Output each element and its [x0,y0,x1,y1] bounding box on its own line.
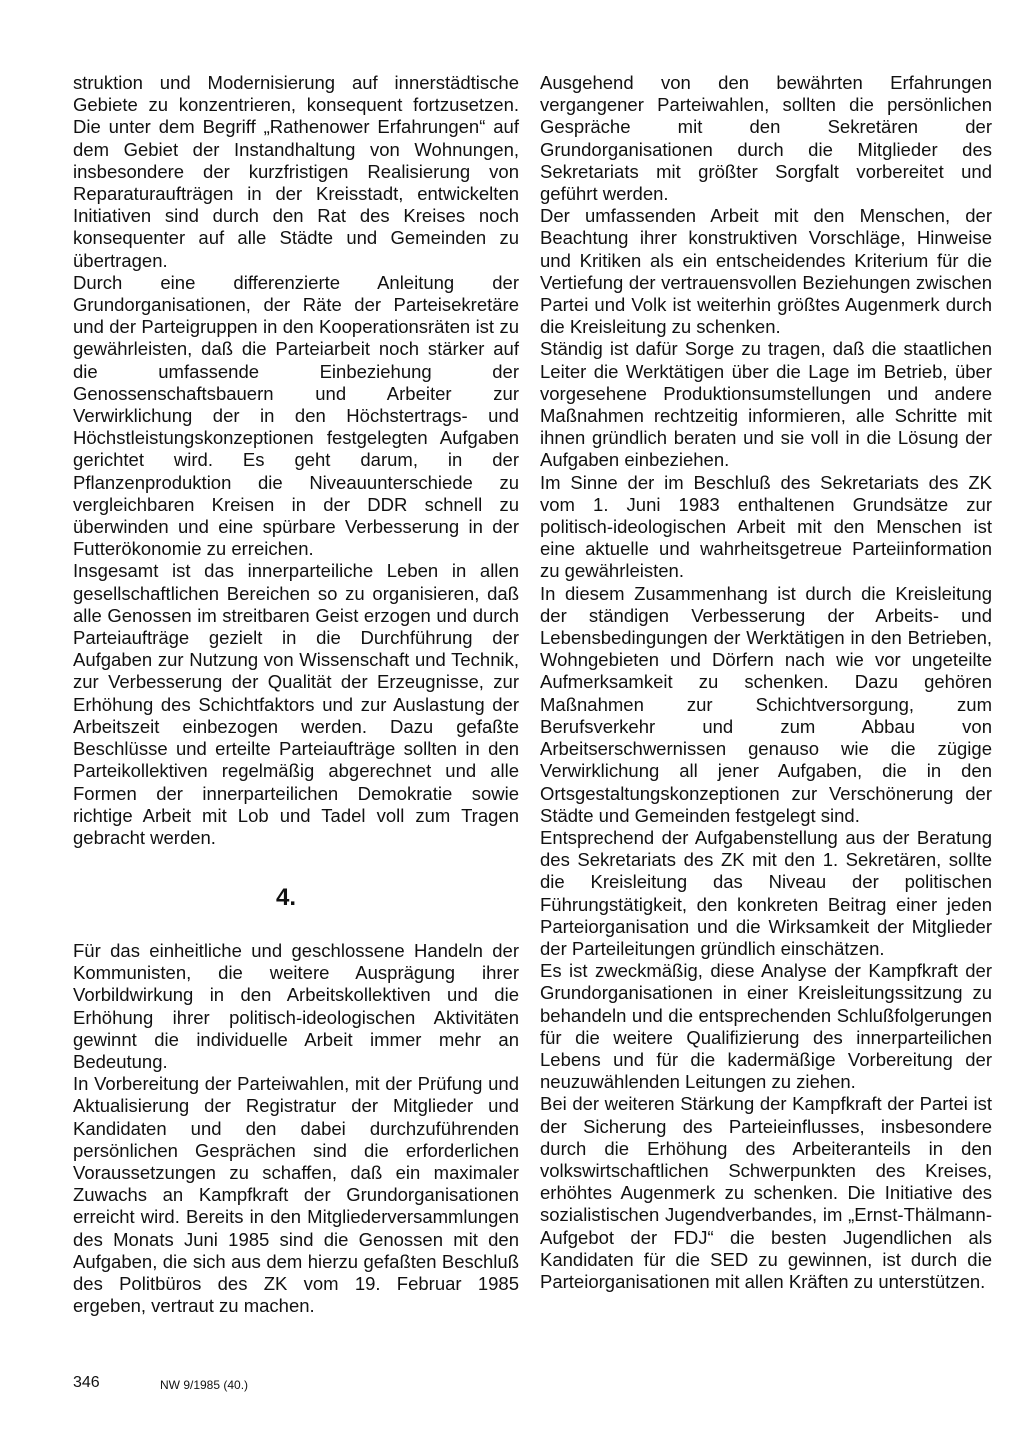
left-paragraph-5: In Vorbereitung der Parteiwahlen, mit der Prüfung und Aktualisierung der Registratur der Mitglieder und Kandidaten und den dabei durchzuführenden persönlichen Gesprächen sind die erforderlichen Voraussetzungen zu schaffen, daß ein maximaler Zuwachs an Kampfkraft der Grundorganisationen erreicht wird. Bereits in den Mitgliederversammlungen des Monats Juni 1985 sind die Genossen mit den Aufgaben, die sich aus dem hierzu gefaßten Beschluß des Politbüros des ZK vom 19. Februar 1985 ergeben, vertraut zu machen. [73,1073,519,1317]
right-paragraph-7: Es ist zweckmäßig, diese Analyse der Kampfkraft der Grundorganisationen in einer Kreisleitungssitzung zu behandeln und die entsprechenden Schlußfolgerungen für die weitere Qualifizierung des innerparteilichen Lebens und für die kadermäßige Vorbereitung der neuzuwählenden Leitungen zu ziehen. [540,960,992,1093]
right-paragraph-4: Im Sinne der im Beschluß des Sekretariats des ZK vom 1. Juni 1983 enthaltenen Grundsätze zur politisch-ideologischen Arbeit mit den Menschen ist eine aktuelle und wahrheitsgetreue Parteiinformation zu gewährleisten. [540,471,992,582]
left-column-lower [73,940,519,1317]
right-paragraph-3: Ständig ist dafür Sorge zu tragen, daß die staatlichen Leiter die Werktätigen über die Lage im Betrieb, über vorgesehene Produktionsumstellungen und andere Maßnahmen rechtzeitig informieren, alle Schritte mit ihnen gründlich beraten und sie voll in die Lösung der Aufgaben einbeziehen. [540,338,992,471]
left-paragraph-4: Für das einheitliche und geschlossene Handeln der Kommunisten, die weitere Ausprägung ihrer Vorbildwirkung in den Arbeitskollektiven und die Erhöhung ihrer politisch-ideologischen Aktivitäten gewinnt die individuelle Arbeit immer mehr an Bedeutung. [73,940,519,1073]
issue-reference: NW 9/1985 (40.) [160,1378,249,1392]
right-paragraph-1: Ausgehend von den bewährten Erfahrungen vergangener Parteiwahlen, sollten die persönlichen Gespräche mit den Sekretären der Grundorganisationen durch die Mitglieder des Sekretariats mit größter Sorgfalt vorbereitet und geführt werden. [540,72,992,205]
left-paragraph-1: struktion und Modernisierung auf innerstädtische Gebiete zu konzentrieren, konsequent fortzusetzen. Die unter dem Begriff „Rathenower Erfahrungen“ auf dem Gebiet der Instandhaltung von Wohnungen, insbesondere der kurzfristigen Realisierung von Reparaturaufträgen in der Kreisstadt, entwickelten Initiativen sind durch den Rat des Kreises noch konsequenter auf alle Städte und Gemeinden zu übertragen. [73,72,519,271]
right-column [540,72,992,1293]
right-paragraph-2: Der umfassenden Arbeit mit den Menschen, der Beachtung ihrer konstruktiven Vorschläge, Hinweise und Kritiken als ein entscheidendes Kriterium für die Vertiefung der vertrauensvollen Beziehungen zwischen Partei und Volk ist weiterhin größtes Augenmerk durch die Kreisleitung zu schenken. [540,205,992,338]
right-paragraph-5: In diesem Zusammenhang ist durch die Kreisleitung der ständigen Verbesserung der Arbeits- und Lebensbedingungen der Werktätigen in den Betrieben, Wohngebieten und Dörfern nach wie vor ungeteilte Aufmerksamkeit zu schenken. Dazu gehören Maßnahmen zur Schichtversorgung, zum Berufsverkehr und zum Abbau von Arbeitserschwernissen genauso wie die zügige Verwirklichung all jener Aufgaben, die in den Ortsgestaltungskonzeptionen zur Verschönerung der Städte und Gemeinden festgelegt sind. [540,582,992,826]
page-number: 346 [73,1374,100,1391]
right-paragraph-8: Bei der weiteren Stärkung der Kampfkraft der Partei ist der Sicherung des Parteieinflusses, insbesondere durch die Erhöhung des Arbeiteranteils in den volkswirtschaftlichen Schwerpunkten des Kreises, erhöhtes Augenmerk zu schenken. Die Initiative des sozialistischen Jugendverbandes, im „Ernst-Thälmann-Aufgebot der FDJ“ die besten Jugendlichen als Kandidaten für die SED zu gewinnen, ist durch die Parteiorganisationen mit allen Kräften zu unterstützen. [540,1093,992,1292]
right-paragraph-6: Entsprechend der Aufgabenstellung aus der Beratung des Sekretariats des ZK mit den 1. Sekretären, sollte die Kreisleitung das Niveau der politischen Führungstätigkeit, den konkreten Beitrag einer jeden Parteiorganisation und die Wirksamkeit der Mitglieder der Parteileitungen gründlich einschätzen. [540,826,992,959]
section-heading: 4. [276,884,297,911]
left-column [73,72,519,849]
left-paragraph-3: Insgesamt ist das innerparteiliche Leben in allen gesellschaftlichen Bereichen so zu organisieren, daß alle Genossen im streitbaren Geist erzogen und durch Parteiaufträge gezielt in die Durchführung der Aufgaben zur Nutzung von Wissenschaft und Technik, zur Verbesserung der Qualität der Erzeugnisse, zur Erhöhung des Schichtfaktors und zur Auslastung der Arbeitszeit einbezogen werden. Dazu gefaßte Beschlüsse und erteilte Parteiaufträge sollten in den Parteikollektiven regelmäßig abgerechnet und alle Formen der innerparteilichen Demokratie sowie richtige Arbeit mit Lob und Tadel voll zum Tragen gebracht werden. [73,560,519,848]
left-paragraph-2: Durch eine differenzierte Anleitung der Grundorganisationen, der Räte der Parteisekretäre und der Parteigruppen in den Kooperationsräten ist zu gewährleisten, daß die Parteiarbeit noch stärker auf die umfassende Einbeziehung der Genossenschaftsbauern und Arbeiter zur Verwirklichung der in den Höchstertrags- und Höchstleistungskonzeptionen festgelegten Aufgaben gerichtet wird. Es geht darum, in der Pflanzenproduktion die Niveauunterschiede zu vergleichbaren Kreisen in der DDR schnell zu überwinden und eine spürbare Verbesserung in der Futterökonomie zu erreichen. [73,271,519,560]
